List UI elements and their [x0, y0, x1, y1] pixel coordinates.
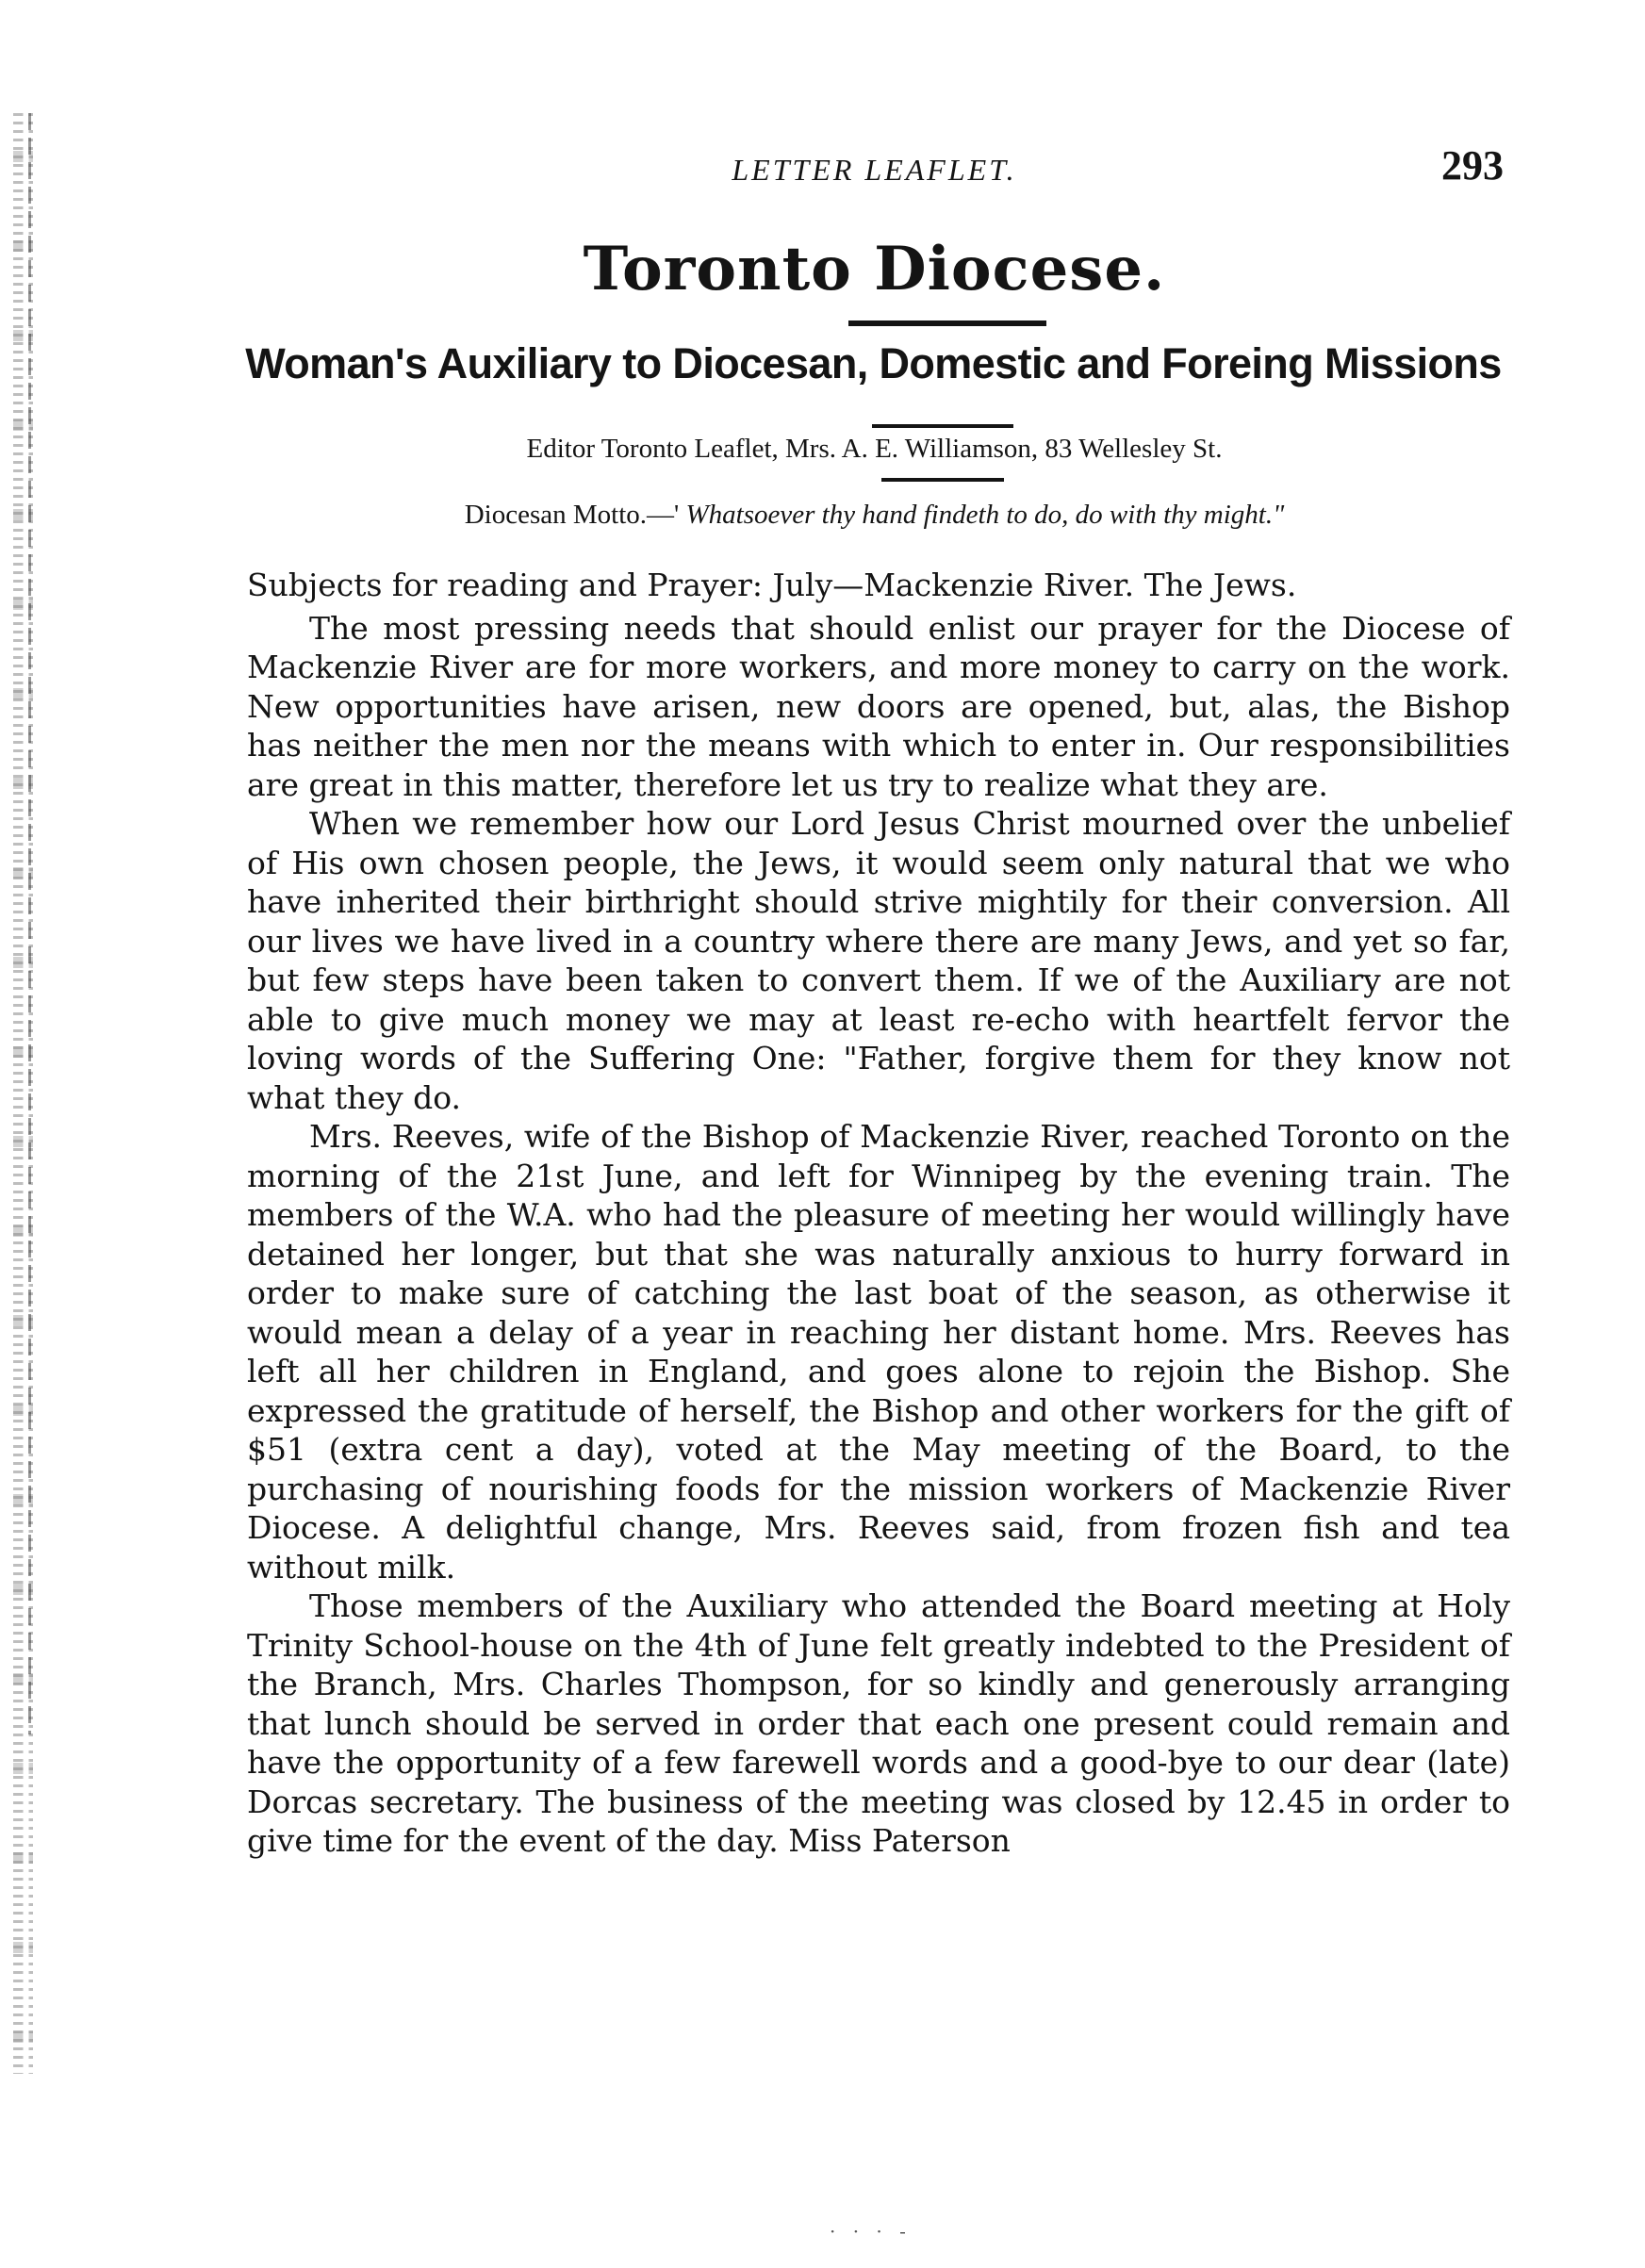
page-number: 293: [1441, 142, 1504, 189]
editor-line: Editor Toronto Leaflet, Mrs. A. E. Williamson, 83 Wellesley St.: [526, 434, 1223, 464]
binding-edge-artifact: [13, 113, 41, 2074]
motto-label: Diocesan Motto.—': [464, 500, 680, 530]
title-rule: [848, 320, 1046, 326]
running-title: LETTER LEAFLET.: [732, 153, 1017, 187]
paragraph: The most pressing needs that should enlist our prayer for the Diocese of Mackenzie River are for more workers, and more money to carry on the work. New opportunities have arisen, new doors are opened, but, alas, the Bishop has neither the men nor the means with which to enter in. Our responsibilities are great in this matter, therefore let us try to realize what they are.: [247, 609, 1510, 803]
motto-line: [245, 500, 1504, 531]
editor-rule: [881, 478, 1004, 482]
article-body: [247, 566, 1510, 1861]
diocese-title: Toronto Diocese.: [583, 234, 1166, 304]
motto-text: Whatsoever thy hand findeth to do, do with thy might.": [685, 500, 1285, 530]
subjects-line: Subjects for reading and Prayer: July—Mackenzie River. The Jews.: [247, 567, 1297, 603]
running-head: [245, 141, 1504, 198]
binding-line-artifact: [28, 113, 31, 1734]
subtitle-rule: [872, 424, 1013, 428]
paragraph: Those members of the Auxiliary who attended the Board meeting at Holy Trinity School-house on the 4th of June felt greatly indebted to the President of the Branch, Mrs. Charles Thompson, for so kindly and generously arranging that lunch should be served in order that each one present could remain and have the opportunity of a few farewell words and a good-bye to our dear (late) Dorcas secretary. The business of the meeting was closed by 12.45 in order to give time for the event of the day. Miss Paterson: [247, 1587, 1510, 1859]
subtitle: Woman's Auxiliary to Diocesan, Domestic and Foreing Missions: [245, 339, 1502, 387]
scan-speck-marks: · · · -: [830, 2220, 912, 2243]
paragraph: When we remember how our Lord Jesus Christ mourned over the unbelief of His own chosen people, the Jews, it would seem only natural that we who have inherited their birthright should strive mightily for their conversion. All our lives we have lived in a country where there are many Jews, and yet so far, but few steps have been taken to convert them. If we of the Auxiliary are not able to give much money we may at least re-echo with heartfelt fervor the loving words of the Suffering One: "Father, forgive them for they know not what they do.: [247, 805, 1510, 1116]
paragraph: Mrs. Reeves, wife of the Bishop of Mackenzie River, reached Toronto on the morning of the 21st June, and left for Winnipeg by the evening train. The members of the W.A. who had the pleasure of meeting her would willingly have detained her longer, but that she was naturally anxious to hurry forward in order to make sure of catching the last boat of the season, as otherwise it would mean a delay of a year in reaching her distant home. Mrs. Reeves has left all her children in England, and goes alone to rejoin the Bishop. She expressed the gratitude of herself, the Bishop and other workers for the gift of $51 (extra cent a day), voted at the May meeting of the Board, to the purchasing of nourishing foods for the mission workers of Mackenzie River Diocese. A delightful change, Mrs. Reeves said, from frozen fish and tea without milk.: [247, 1118, 1510, 1586]
